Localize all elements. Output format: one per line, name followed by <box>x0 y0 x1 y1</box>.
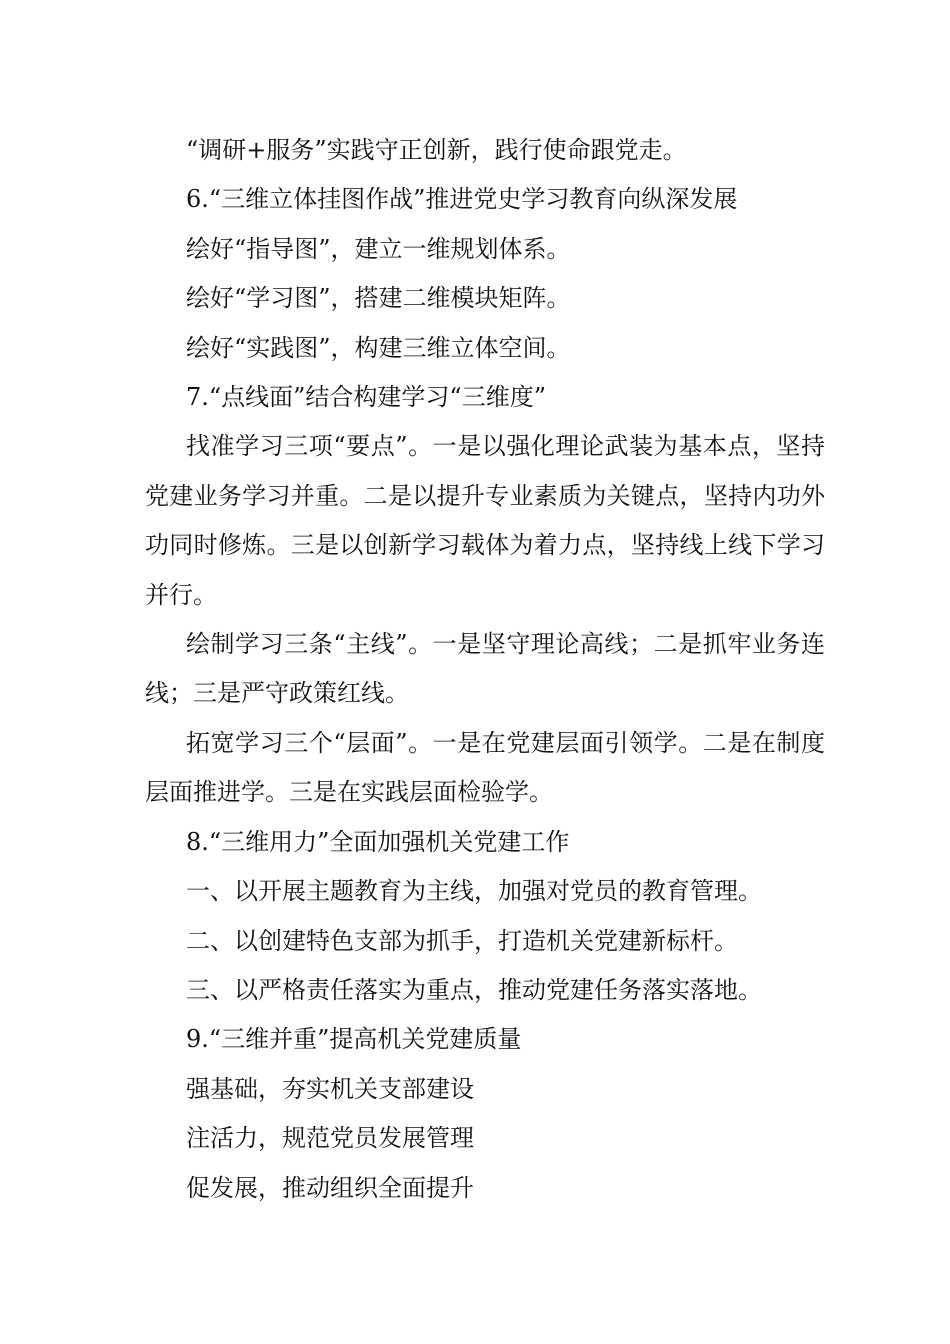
paragraph-body: 绘制学习三条“主线”。一是坚守理论高线；二是抓牢业务连线；三是严守政策红线。 <box>145 630 825 708</box>
section-heading-6: 6.“三维立体挂图作战”推进党史学习教育向纵深发展 <box>186 185 738 214</box>
document-body <box>145 126 825 1213</box>
paragraph-line: “调研+服务”实践守正创新，践行使命跟党走。 <box>186 136 687 164</box>
paragraph-line: 二、以创建特色支部为抓手，打造机关党建新标杆。 <box>186 926 738 955</box>
paragraph-line: 一、以开展主题教育为主线，加强对党员的教育管理。 <box>186 877 762 906</box>
paragraph-line: 强基础，夯实机关支部建设 <box>186 1074 474 1103</box>
paragraph-line: 绘好“学习图”，搭建二维模块矩阵。 <box>186 284 571 313</box>
paragraph-line: 绘好“实践图”，构建三维立体空间。 <box>186 333 571 362</box>
paragraph-line: 三、以严格责任落实为重点，推动党建任务落实落地。 <box>186 975 762 1004</box>
section-heading-7: 7.“点线面”结合构建学习“三维度” <box>186 383 546 412</box>
paragraph-line: 注活力，规范党员发展管理 <box>186 1124 474 1153</box>
paragraph-body: 拓宽学习三个“层面”。一是在党建层面引领学。二是在制度层面推进学。三是在实践层面检验学。 <box>145 728 825 807</box>
paragraph-line: 绘好“指导图”，建立一维规划体系。 <box>186 234 571 263</box>
paragraph-body: 找准学习三项“要点”。一是以强化理论武装为基本点，坚持党建业务学习并重。二是以提升专业素质为关键点，坚持内功外功同时修炼。三是以创新学习载体为着力点，坚持线上线下学习并行。 <box>145 432 825 609</box>
section-heading-8: 8.“三维用力”全面加强机关党建工作 <box>186 827 570 856</box>
paragraph-line: 促发展，推动组织全面提升 <box>186 1173 474 1202</box>
section-heading-9: 9.“三维并重”提高机关党建质量 <box>186 1025 522 1054</box>
